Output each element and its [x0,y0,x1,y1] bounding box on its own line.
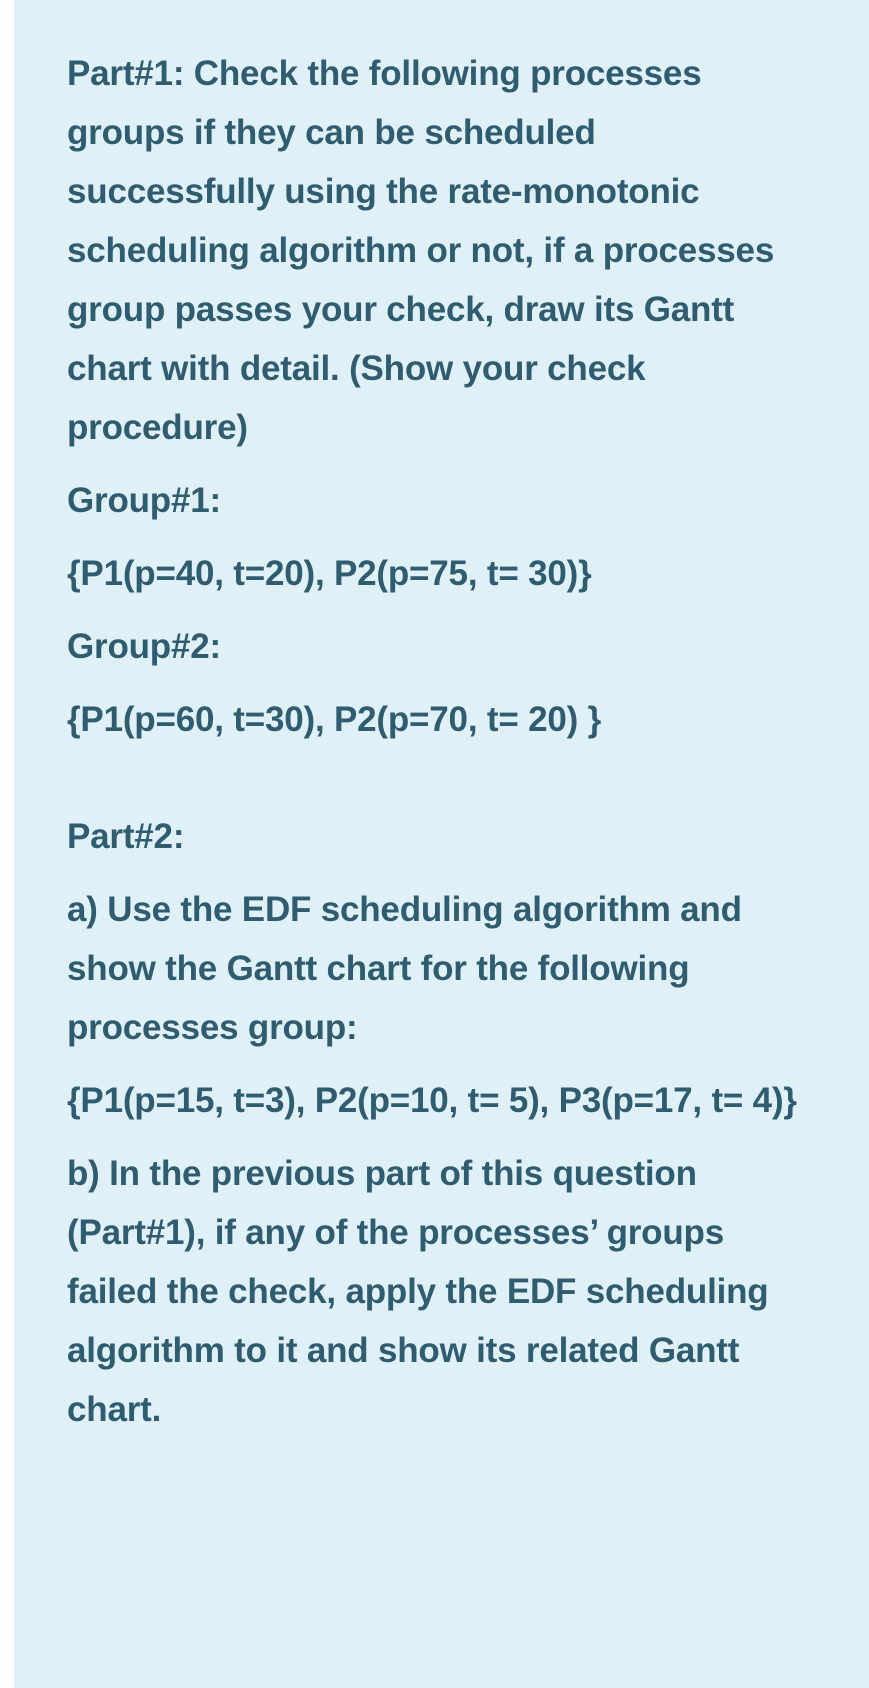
part2-b-text: b) In the previous part of this question (Part#1), if any of the processes’ groups failed the check, apply the EDF scheduling algorithm to it and show its related Gantt chart. [67,1154,779,1429]
part2-a-text: a) Use the EDF scheduling algorithm and show the Gantt chart for the following processes group: [67,890,752,1047]
group2-set: {P1(p=60, t=30), P2(p=70, t= 20) } [67,700,602,739]
spacer [67,603,845,617]
spacer [67,866,845,880]
part2-a-set: {P1(p=15, t=3), P2(p=10, t= 5), P3(p=17, t= 4)} [67,1081,797,1120]
spacer [67,530,845,544]
group1-set: {P1(p=40, t=20), P2(p=75, t= 30)} [67,554,592,593]
part2-heading: Part#2: [67,817,185,856]
spacer [67,1057,845,1071]
part1-intro: Part#1: Check the following processes groups if they can be scheduled successfully using the rate-monotonic scheduling algorithm or not, if a processes group passes your check, draw its Gantt chart with detail. (Show your check procedure) [67,54,784,447]
spacer [67,457,845,471]
question-panel [14,0,869,1688]
spacer [67,676,845,690]
group1-label: Group#1: [67,481,221,520]
group2-label: Group#2: [67,627,221,666]
spacer [67,1130,845,1144]
spacer [67,749,845,807]
